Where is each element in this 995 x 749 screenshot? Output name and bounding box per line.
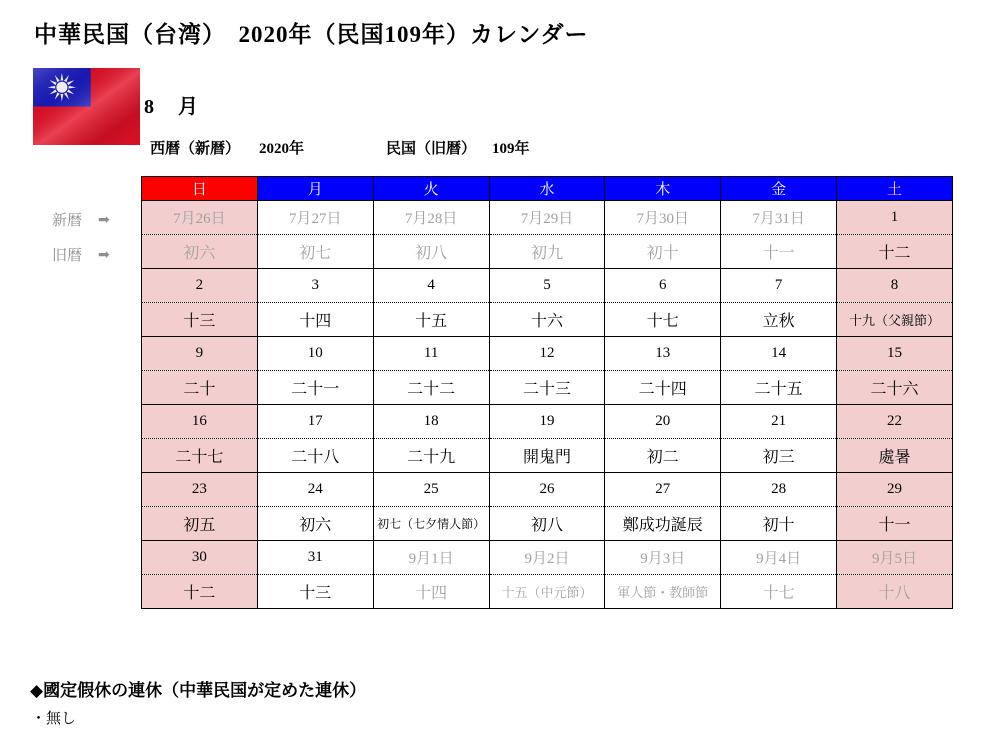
calendar-cell-lunar: 二十七 bbox=[142, 439, 258, 473]
calendar-cell-date: 22 bbox=[837, 405, 953, 439]
month-label: 8 月 bbox=[144, 96, 200, 118]
weekday-header-tue: 火 bbox=[373, 177, 489, 201]
row-label-old-calendar bbox=[52, 244, 110, 265]
calendar-cell-date: 7月31日 bbox=[721, 201, 837, 235]
calendar-cell-date: 4 bbox=[373, 269, 489, 303]
calendar-cell-date: 7月27日 bbox=[257, 201, 373, 235]
calendar-cell-lunar: 二十三 bbox=[489, 371, 605, 405]
calendar-cell-lunar: 處暑 bbox=[837, 439, 953, 473]
week-6-date-row bbox=[142, 541, 953, 575]
calendar-cell-lunar: 二十四 bbox=[605, 371, 721, 405]
calendar-cell-date: 28 bbox=[721, 473, 837, 507]
calendar-cell-date: 2 bbox=[142, 269, 258, 303]
era-western-value: 2020年 bbox=[259, 141, 305, 157]
old-calendar-label: 旧暦 bbox=[52, 248, 83, 264]
calendar-cell-lunar: 十五（中元節） bbox=[489, 575, 605, 609]
week-5-lunar-row bbox=[142, 507, 953, 541]
calendar-cell-date: 8 bbox=[837, 269, 953, 303]
week-1-lunar-row bbox=[142, 235, 953, 269]
new-calendar-label: 新暦 bbox=[52, 213, 83, 229]
calendar-cell-date: 5 bbox=[489, 269, 605, 303]
calendar-table bbox=[141, 176, 953, 609]
calendar-cell-lunar: 十一 bbox=[837, 507, 953, 541]
calendar-cell-lunar: 二十 bbox=[142, 371, 258, 405]
calendar-cell-lunar: 十二 bbox=[837, 235, 953, 269]
calendar-cell-date: 6 bbox=[605, 269, 721, 303]
week-2-lunar-row bbox=[142, 303, 953, 337]
weekday-header-wed: 水 bbox=[489, 177, 605, 201]
calendar-cell-date: 14 bbox=[721, 337, 837, 371]
calendar-cell-lunar: 二十一 bbox=[257, 371, 373, 405]
calendar-cell-lunar: 十三 bbox=[257, 575, 373, 609]
calendar-cell-lunar: 十四 bbox=[373, 575, 489, 609]
holiday-section-item: ・無し bbox=[31, 711, 77, 727]
calendar-cell-lunar: 立秋 bbox=[721, 303, 837, 337]
calendar-cell-lunar: 開鬼門 bbox=[489, 439, 605, 473]
week-2-date-row bbox=[142, 269, 953, 303]
era-western-label: 西暦（新暦） bbox=[150, 141, 241, 157]
calendar-cell-lunar: 十四 bbox=[257, 303, 373, 337]
calendar-cell-lunar: 初八 bbox=[373, 235, 489, 269]
calendar-cell-date: 15 bbox=[837, 337, 953, 371]
week-3-lunar-row bbox=[142, 371, 953, 405]
taiwan-flag bbox=[33, 68, 140, 145]
weekday-header-fri: 金 bbox=[721, 177, 837, 201]
holiday-section-heading: ◆國定假休の連休（中華民国が定めた連休） bbox=[30, 681, 367, 700]
calendar-cell-date: 25 bbox=[373, 473, 489, 507]
calendar-cell-lunar: 十七 bbox=[721, 575, 837, 609]
calendar-cell-date: 7月28日 bbox=[373, 201, 489, 235]
calendar-cell-date: 20 bbox=[605, 405, 721, 439]
calendar-cell-lunar: 十一 bbox=[721, 235, 837, 269]
calendar-cell-date: 1 bbox=[837, 201, 953, 235]
calendar-cell-lunar: 十九（父親節） bbox=[837, 303, 953, 337]
calendar-cell-date: 9月4日 bbox=[721, 541, 837, 575]
calendar-cell-lunar: 十六 bbox=[489, 303, 605, 337]
calendar-cell-date: 3 bbox=[257, 269, 373, 303]
calendar-cell-date: 18 bbox=[373, 405, 489, 439]
calendar-cell-date: 19 bbox=[489, 405, 605, 439]
calendar-cell-date: 11 bbox=[373, 337, 489, 371]
calendar-cell-lunar: 初七 bbox=[257, 235, 373, 269]
calendar-cell-date: 9月3日 bbox=[605, 541, 721, 575]
week-4-lunar-row bbox=[142, 439, 953, 473]
calendar-cell-lunar: 十五 bbox=[373, 303, 489, 337]
weekday-header-mon: 月 bbox=[257, 177, 373, 201]
calendar-cell-date: 13 bbox=[605, 337, 721, 371]
weekday-header-sat: 土 bbox=[837, 177, 953, 201]
calendar-cell-date: 12 bbox=[489, 337, 605, 371]
calendar-cell-date: 7月29日 bbox=[489, 201, 605, 235]
calendar-cell-date: 10 bbox=[257, 337, 373, 371]
era-roc-label: 民国（旧暦） bbox=[386, 141, 477, 157]
calendar-cell-lunar: 二十八 bbox=[257, 439, 373, 473]
row-label-new-calendar bbox=[52, 209, 110, 230]
page-title: 中華民国（台湾） 2020年（民国109年）カレンダー bbox=[34, 22, 589, 47]
calendar-cell-date: 9 bbox=[142, 337, 258, 371]
calendar-cell-date: 30 bbox=[142, 541, 258, 575]
calendar-cell-lunar: 十八 bbox=[837, 575, 953, 609]
calendar-cell-lunar: 十二 bbox=[142, 575, 258, 609]
taiwan-flag-image bbox=[33, 68, 140, 145]
week-3-date-row bbox=[142, 337, 953, 371]
calendar-cell-date: 7月26日 bbox=[142, 201, 258, 235]
calendar-cell-date: 7月30日 bbox=[605, 201, 721, 235]
right-arrow-icon: ➡ bbox=[98, 246, 110, 263]
calendar-cell-date: 26 bbox=[489, 473, 605, 507]
calendar-cell-date: 9月5日 bbox=[837, 541, 953, 575]
calendar-cell-date: 23 bbox=[142, 473, 258, 507]
calendar-cell-date: 7 bbox=[721, 269, 837, 303]
calendar-cell-lunar: 二十六 bbox=[837, 371, 953, 405]
calendar-cell-lunar: 鄭成功誕辰 bbox=[605, 507, 721, 541]
week-4-date-row bbox=[142, 405, 953, 439]
calendar-cell-lunar: 初二 bbox=[605, 439, 721, 473]
calendar-cell-date: 9月1日 bbox=[373, 541, 489, 575]
calendar-cell-lunar: 二十五 bbox=[721, 371, 837, 405]
calendar-cell-lunar: 十七 bbox=[605, 303, 721, 337]
week-5-date-row bbox=[142, 473, 953, 507]
calendar-cell-date: 9月2日 bbox=[489, 541, 605, 575]
calendar-cell-lunar: 初九 bbox=[489, 235, 605, 269]
weekday-header-thu: 木 bbox=[605, 177, 721, 201]
week-1-date-row bbox=[142, 201, 953, 235]
calendar-body bbox=[142, 201, 953, 609]
weekday-header-sun: 日 bbox=[142, 177, 258, 201]
calendar-cell-lunar: 初七（七夕情人節） bbox=[373, 507, 489, 541]
calendar-cell-lunar: 十三 bbox=[142, 303, 258, 337]
calendar-cell-lunar: 初六 bbox=[142, 235, 258, 269]
calendar-cell-lunar: 初三 bbox=[721, 439, 837, 473]
calendar-cell-date: 24 bbox=[257, 473, 373, 507]
calendar-cell-date: 31 bbox=[257, 541, 373, 575]
calendar-cell-lunar: 初六 bbox=[257, 507, 373, 541]
calendar-cell-lunar: 初五 bbox=[142, 507, 258, 541]
calendar-cell-lunar: 二十九 bbox=[373, 439, 489, 473]
calendar-cell-lunar: 初十 bbox=[721, 507, 837, 541]
calendar-cell-lunar: 初八 bbox=[489, 507, 605, 541]
calendar-cell-lunar: 軍人節・教師節 bbox=[605, 575, 721, 609]
calendar-cell-date: 29 bbox=[837, 473, 953, 507]
calendar-cell-date: 16 bbox=[142, 405, 258, 439]
calendar-header bbox=[142, 177, 953, 201]
calendar-cell-date: 27 bbox=[605, 473, 721, 507]
calendar-cell-lunar: 二十二 bbox=[373, 371, 489, 405]
calendar-cell-lunar: 初十 bbox=[605, 235, 721, 269]
era-roc-value: 109年 bbox=[492, 141, 530, 157]
calendar-cell-date: 21 bbox=[721, 405, 837, 439]
calendar-cell-date: 17 bbox=[257, 405, 373, 439]
week-6-lunar-row bbox=[142, 575, 953, 609]
right-arrow-icon: ➡ bbox=[98, 211, 110, 228]
